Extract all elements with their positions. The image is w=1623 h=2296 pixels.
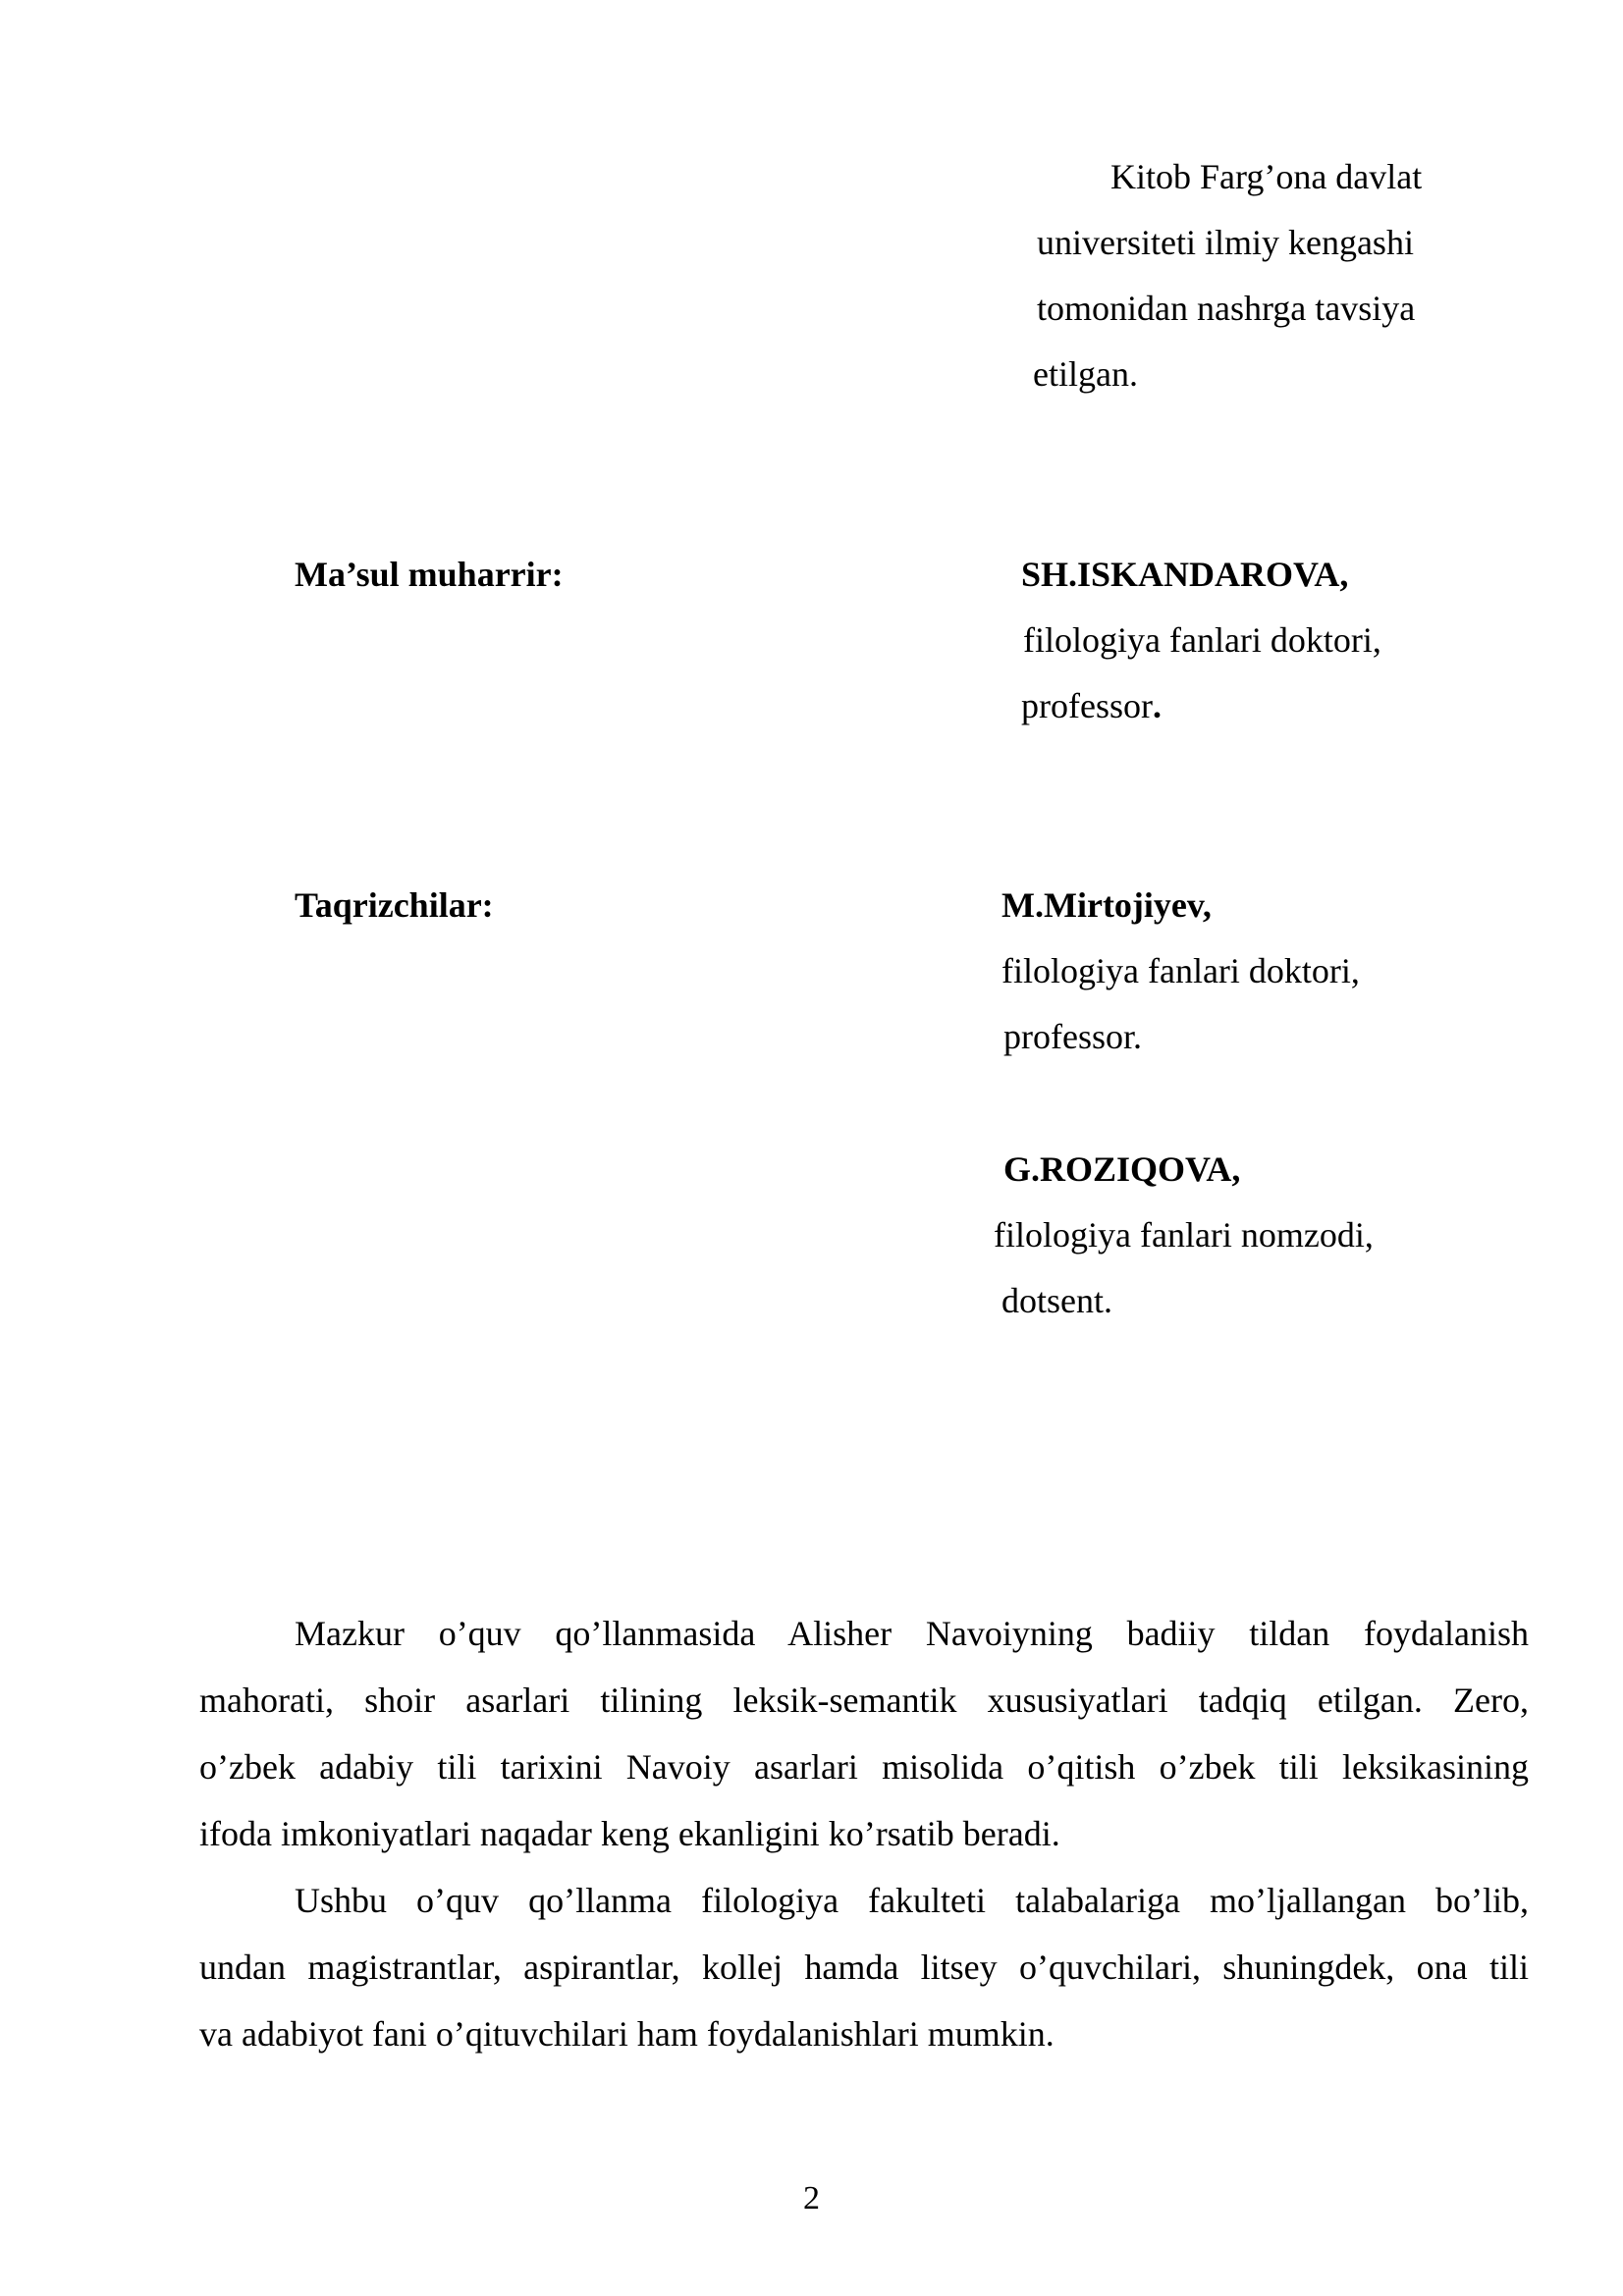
editor-degree: filologiya fanlari doktori, bbox=[1023, 620, 1381, 660]
abstract-line: ifoda imkoniyatlari naqadar keng ekanligini ko’rsatib beradi. bbox=[199, 1814, 1060, 1853]
reviewer-degree: filologiya fanlari doktori, bbox=[1001, 951, 1360, 990]
reviewer-degree: filologiya fanlari nomzodi, bbox=[994, 1215, 1374, 1255]
abstract-paragraph-2 bbox=[199, 1867, 1529, 2067]
editor-title bbox=[1021, 686, 1162, 725]
reviewer-name: M.Mirtojiyev, bbox=[1001, 885, 1212, 925]
abstract-line: mahorati, shoir asarlari tilining leksik-semantik xususiyatlari tadqiq etilgan. Zero, bbox=[199, 1681, 1529, 1720]
recommendation-line: universiteti ilmiy kengashi bbox=[1037, 223, 1414, 262]
editor-name: SH.ISKANDAROVA, bbox=[1021, 555, 1349, 594]
editor-title-text: professor bbox=[1021, 686, 1153, 725]
recommendation-line: Kitob Farg’ona davlat bbox=[1110, 157, 1423, 196]
abstract-paragraph-1 bbox=[199, 1600, 1529, 1867]
recommendation-line: tomonidan nashrga tavsiya bbox=[1037, 289, 1416, 328]
editor-label: Ma’sul muharrir: bbox=[295, 555, 564, 594]
abstract-line: va adabiyot fani o’qituvchilari ham foydalanishlari mumkin. bbox=[199, 2014, 1055, 2054]
abstract-line: Ushbu o’quv qo’llanma filologiya fakulteti talabalariga mo’ljallangan bo’lib, bbox=[295, 1881, 1529, 1920]
page-number: 2 bbox=[803, 2180, 820, 2216]
reviewer-title: dotsent. bbox=[1001, 1281, 1112, 1320]
abstract-line: undan magistrantlar, aspirantlar, kollej hamda litsey o’quvchilari, shuningdek, ona tili bbox=[199, 1948, 1529, 1987]
editor-title-punct: . bbox=[1152, 686, 1162, 725]
reviewer-name: G.ROZIQOVA, bbox=[1003, 1149, 1241, 1189]
abstract-line: o’zbek adabiy tili tarixini Navoiy asarlari misolida o’qitish o’zbek tili leksikasining bbox=[199, 1747, 1529, 1787]
abstract-line: Mazkur o’quv qo’llanmasida Alisher Navoiyning badiiy tildan foydalanish bbox=[295, 1614, 1529, 1653]
recommendation-line: etilgan. bbox=[1033, 354, 1138, 394]
reviewer-title: professor. bbox=[1003, 1017, 1142, 1056]
reviewers-label: Taqrizchilar: bbox=[295, 885, 494, 925]
